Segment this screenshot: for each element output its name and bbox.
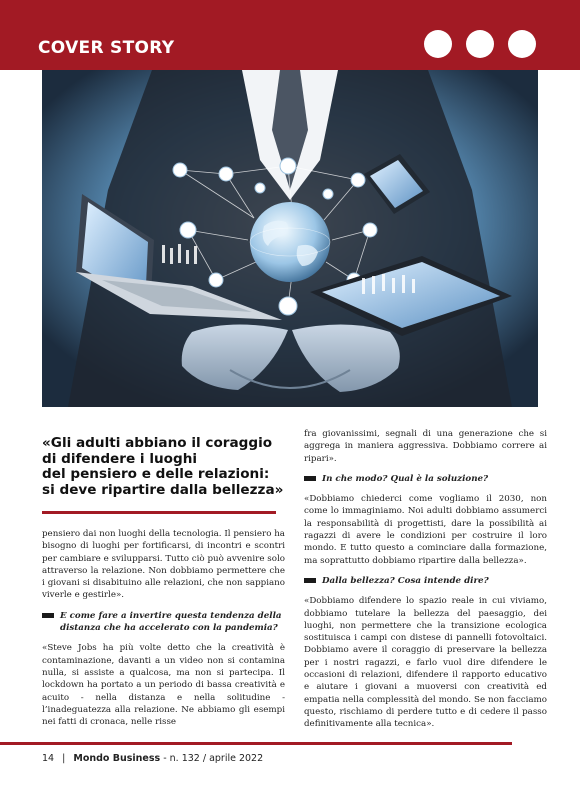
headline-line: del pensiero e delle relazioni: <box>42 466 270 483</box>
header-bar <box>0 0 580 70</box>
interview-question <box>304 473 547 485</box>
decorative-dot-icon <box>508 30 536 58</box>
question-marker-icon <box>42 613 54 618</box>
publication-name: Mondo Business <box>73 753 161 764</box>
issue-info: - n. 132 / aprile 2022 <box>160 753 264 764</box>
article-paragraph: «Steve Jobs ha più volte detto che la creatività è contaminazione, davanti a un video non si contamina nulla, si assiste a qualcosa, ma non si partecipa. Il lockdown ha portato a un periodo di bassa creatività e acuito - nella distanza e nella solitudine - l’inadeguatezza alla relazione. Ne abbiamo gli esempi nei fatti di cronaca, nelle risse <box>42 643 285 728</box>
footer-rule <box>0 742 512 745</box>
question-text: E come fare a invertire questa tendenza della distanza che ha accelerato con la pandemia? <box>60 610 282 634</box>
question-marker-icon <box>304 578 316 583</box>
article-column-left <box>42 528 285 736</box>
question-marker-icon <box>304 476 316 481</box>
question-text: In che modo? Qual è la soluzione? <box>322 473 489 484</box>
article-paragraph: pensiero dai non luoghi della tecnologia. Il pensiero ha bisogno di luoghi per fortificarsi, di incontri e scontri per cambiare e svilupparsi. Tutto ciò può avvenire solo attraverso la relazione. Non dobbiamo permettere che i giovani si disabituino alle relazioni, che non sappiano viverle e gestirle». <box>42 529 285 601</box>
section-title: COVER STORY <box>38 38 175 58</box>
decorative-dot-icon <box>424 30 452 58</box>
page-footer <box>42 753 263 764</box>
article-paragraph: «Dobbiamo difendere lo spazio reale in cui viviamo, dobbiamo tutelare la bellezza del paesaggio, dei luoghi, non permettere che la transizione ecologica sostituisca i campi con distese di pannelli fotovoltaici. Dobbiamo avere il coraggio di preservare la bellezza per i nostri ragazzi, e farlo vuol dire difendere le occasioni di relazioni, difendere il rapporto educativo e aiutare i giovani a muoversi con creatività ed empatia nella complessità del mondo. Se non facciamo questo, rischiamo di perdere tutto e di cedere il passo definitivamente alla tecnica». <box>304 596 547 730</box>
question-text: Dalla bellezza? Cosa intende dire? <box>322 575 489 586</box>
headline <box>42 436 287 498</box>
footer-separator: | <box>62 753 66 764</box>
headline-line: di difendere i luoghi <box>42 450 198 467</box>
interview-question <box>42 610 285 635</box>
article-paragraph: «Dobbiamo chiederci come vogliamo il 2030, non come lo immaginiamo. Noi adulti dobbiamo assumerci la responsabilità di progettisti, dare la possibilità ai ragazzi di avere le condizioni per costruire il loro mondo. E tutto questo a cominciare dalla formazione, ma soprattutto dobbiamo ripartire dalla bellezza». <box>304 494 547 566</box>
headline-line: «Gli adulti abbiano il coraggio <box>42 435 273 451</box>
article-column-right <box>304 428 547 739</box>
page-number: 14 <box>42 753 55 764</box>
article-paragraph: fra giovanissimi, segnali di una generazione che si aggrega in maniera aggressiva. Dobbiamo correre ai ripari». <box>304 429 547 464</box>
cover-photo <box>42 70 538 407</box>
globe-icon <box>250 202 330 282</box>
decorative-dot-icon <box>466 30 494 58</box>
headline-rule <box>42 511 276 514</box>
headline-line: si deve ripartire dalla bellezza» <box>42 481 284 498</box>
interview-question <box>304 575 547 587</box>
